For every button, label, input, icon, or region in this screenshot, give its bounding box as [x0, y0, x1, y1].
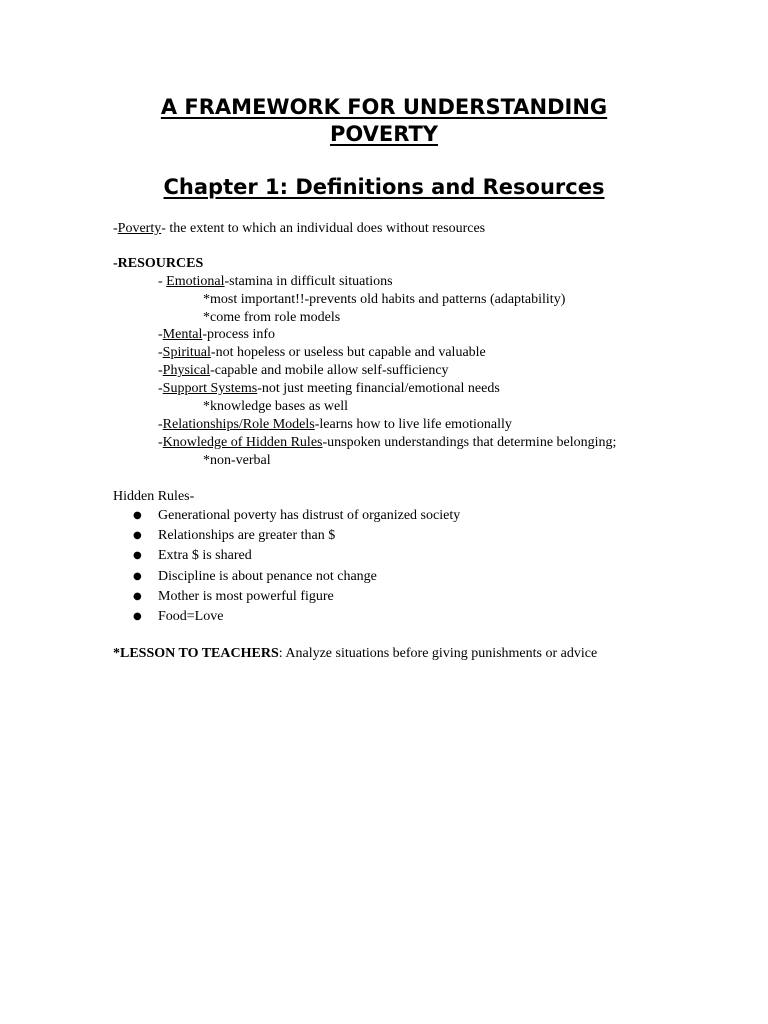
resource-emotional	[158, 273, 393, 291]
resource-term: Support Systems	[162, 381, 258, 396]
resource-mental	[158, 326, 275, 344]
hidden-rule-item: Extra $ is shared	[158, 548, 252, 563]
lesson-to-teachers	[113, 645, 597, 663]
resource-term: Physical	[162, 363, 211, 378]
document-title-line1: A FRAMEWORK FOR UNDERSTANDING	[160, 95, 608, 119]
hidden-rules-heading: Hidden Rules-	[113, 489, 195, 504]
resource-text: -process info	[202, 327, 276, 342]
resource-subnote: *come from role models	[203, 310, 341, 325]
bullet-icon: ●	[133, 550, 142, 561]
resource-text: -stamina in difficult situations	[224, 274, 393, 289]
resource-support-systems	[158, 380, 500, 398]
hidden-rule-item: Food=Love	[158, 609, 224, 624]
definition-prefix: -	[113, 221, 118, 236]
hidden-rule-item: Discipline is about penance not change	[158, 569, 377, 584]
resource-term: Mental	[162, 327, 203, 342]
resource-term: Spiritual	[162, 345, 211, 360]
bullet-icon: ●	[133, 591, 142, 602]
definition-text: - the extent to which an individual does without resources	[161, 221, 486, 236]
hidden-rule-item: Relationships are greater than $	[158, 528, 336, 543]
resource-prefix: -	[158, 327, 163, 342]
resource-spiritual	[158, 344, 486, 362]
resource-hidden-rules	[158, 434, 616, 452]
chapter-heading: Chapter 1: Definitions and Resources	[163, 175, 605, 199]
lesson-text: : Analyze situations before giving punishments or advice	[278, 646, 598, 661]
resource-prefix: -	[158, 345, 163, 360]
bullet-icon: ●	[133, 571, 142, 582]
resource-text: -capable and mobile allow self-sufficiency	[210, 363, 449, 378]
document-title-line2: POVERTY	[329, 122, 439, 146]
bullet-icon: ●	[133, 530, 142, 541]
resource-prefix: -	[158, 381, 163, 396]
resource-term: Relationships/Role Models	[162, 417, 315, 432]
hidden-rule-item: Generational poverty has distrust of organized society	[158, 508, 461, 523]
resource-prefix: -	[158, 274, 167, 289]
resource-term: Knowledge of Hidden Rules	[162, 435, 323, 450]
resource-physical	[158, 362, 449, 380]
resource-subnote: *most important!!-prevents old habits and patterns (adaptability)	[203, 292, 566, 307]
bullet-icon: ●	[133, 510, 142, 521]
resource-prefix: -	[158, 363, 163, 378]
lesson-label: *LESSON TO TEACHERS	[113, 646, 279, 661]
resources-heading: -RESOURCES	[113, 256, 204, 271]
poverty-definition	[113, 220, 485, 238]
resource-relationships	[158, 416, 512, 434]
resource-term: Emotional	[166, 274, 225, 289]
resource-prefix: -	[158, 417, 163, 432]
resource-text: -learns how to live life emotionally	[314, 417, 512, 432]
definition-term: Poverty	[117, 221, 162, 236]
resource-text: -not just meeting financial/emotional needs	[257, 381, 500, 396]
resource-subnote: *knowledge bases as well	[203, 399, 349, 414]
resource-subnote: *non-verbal	[203, 453, 271, 468]
resource-text: -not hopeless or useless but capable and valuable	[210, 345, 486, 360]
resource-text: -unspoken understandings that determine belonging;	[322, 435, 617, 450]
bullet-icon: ●	[133, 611, 142, 622]
resource-prefix: -	[158, 435, 163, 450]
hidden-rule-item: Mother is most powerful figure	[158, 589, 334, 604]
